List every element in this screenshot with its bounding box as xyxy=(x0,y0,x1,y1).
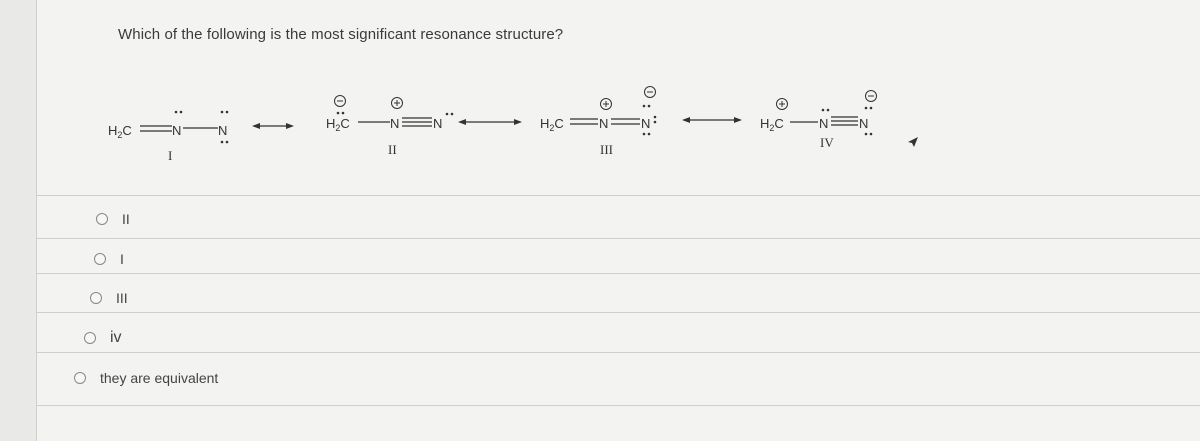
resonance-arrow-2 xyxy=(458,119,522,125)
svg-text:III: III xyxy=(600,142,613,157)
divider xyxy=(36,352,1200,353)
question-text: Which of the following is the most significant resonance structure? xyxy=(118,26,564,43)
option-iii[interactable] xyxy=(90,290,128,306)
radio-button[interactable] xyxy=(96,213,108,225)
radio-button[interactable] xyxy=(84,332,96,344)
radio-button[interactable] xyxy=(90,292,102,304)
option-label: III xyxy=(116,290,128,306)
divider xyxy=(36,312,1200,313)
resonance-arrow-1 xyxy=(252,123,294,129)
svg-text:H2C: $H_2C$ xyxy=(760,116,784,133)
divider xyxy=(36,405,1200,406)
structure-i xyxy=(108,111,228,163)
divider xyxy=(36,238,1200,239)
divider xyxy=(36,273,1200,274)
svg-text:N: N xyxy=(599,116,609,131)
structure-ii xyxy=(326,96,453,158)
radio-button[interactable] xyxy=(94,253,106,265)
option-iv[interactable] xyxy=(84,330,122,346)
svg-text:N: N xyxy=(390,116,400,131)
option-label: they are equivalent xyxy=(100,370,219,386)
structure-i-n1: N xyxy=(172,123,182,138)
svg-text:N: N xyxy=(641,116,651,131)
structure-iii xyxy=(540,87,656,158)
resonance-arrow-3 xyxy=(682,117,742,123)
option-they-are-equivalent[interactable] xyxy=(74,370,218,386)
structure-i-n2: N xyxy=(218,123,228,138)
svg-text:H2C: $H_2C$ xyxy=(326,116,350,133)
structure-iv xyxy=(760,91,877,151)
option-label: II xyxy=(122,211,130,227)
divider xyxy=(36,195,1200,196)
option-ii[interactable] xyxy=(96,211,130,227)
structure-i-h2c: $H_2C$ xyxy=(108,123,132,140)
svg-text:H2C: $H_2C$ xyxy=(540,116,564,133)
svg-text:IV: IV xyxy=(820,135,834,150)
radio-button[interactable] xyxy=(74,372,86,384)
svg-text:N: N xyxy=(819,116,829,131)
option-label: iv xyxy=(110,329,122,346)
option-i[interactable] xyxy=(94,251,124,267)
option-label: I xyxy=(120,251,124,267)
svg-text:N: N xyxy=(859,116,869,131)
svg-text:II: II xyxy=(388,142,397,157)
svg-text:N: N xyxy=(433,116,443,131)
mouse-cursor-icon xyxy=(908,137,922,151)
structure-i-label: I xyxy=(168,148,173,163)
